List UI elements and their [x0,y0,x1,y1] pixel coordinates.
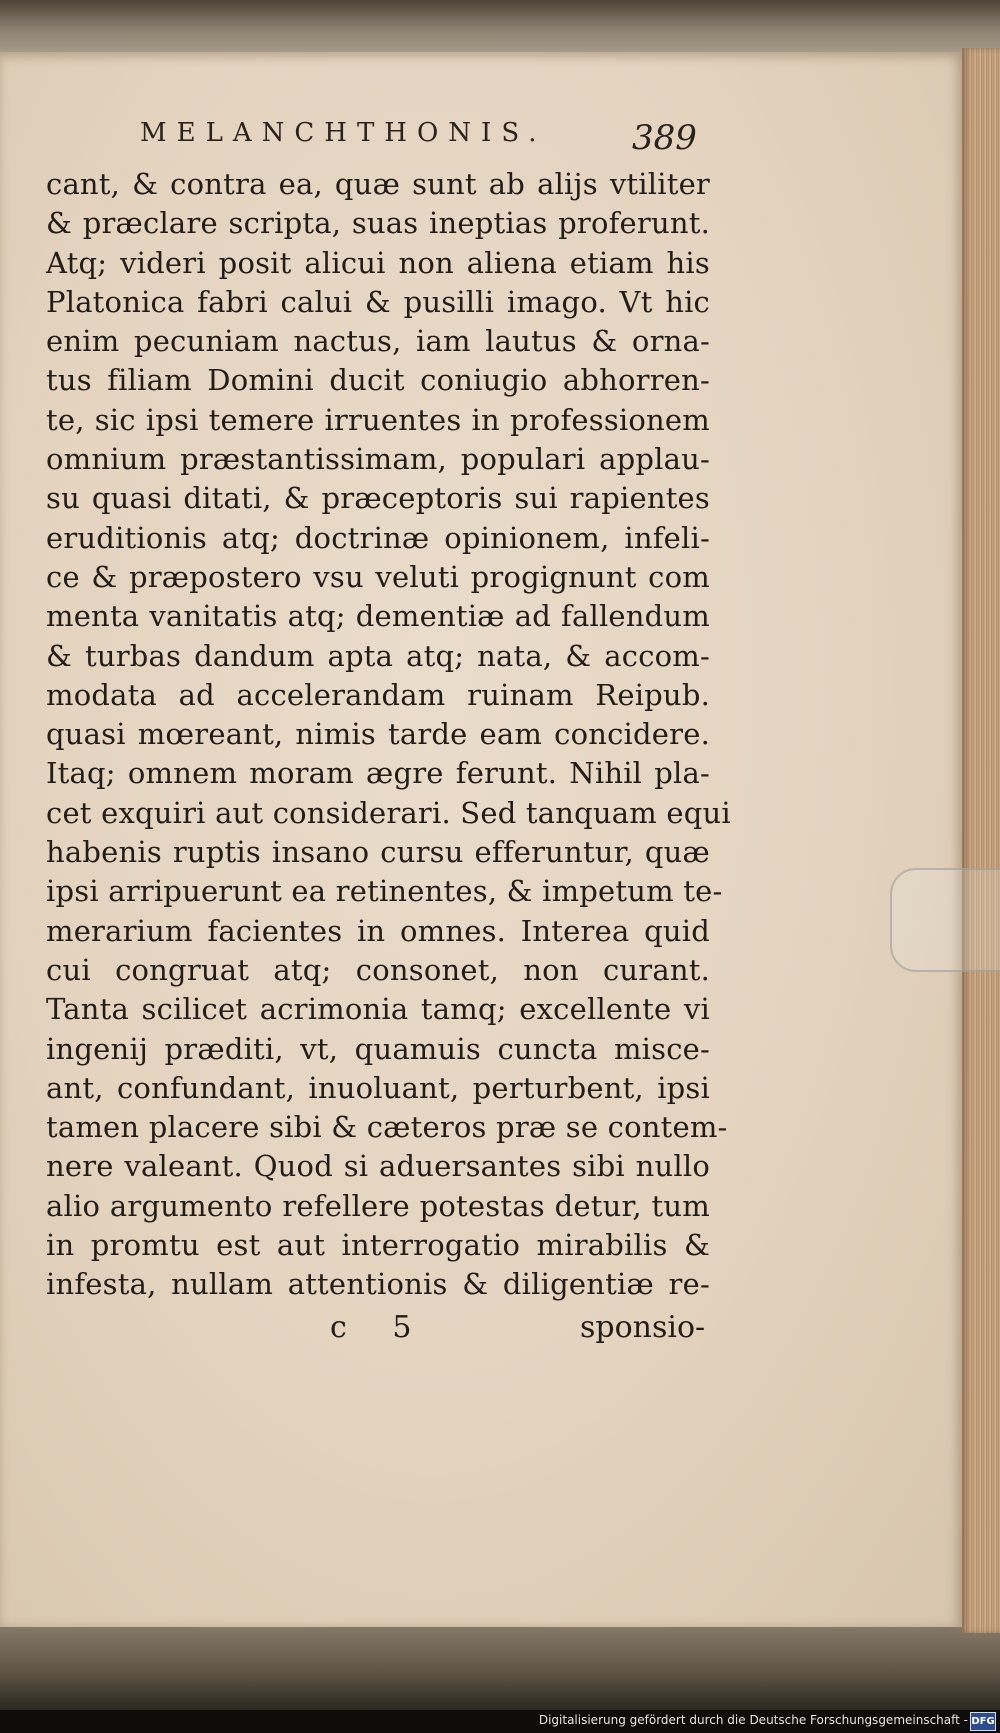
text-line: ce & præpostero vsu veluti progignunt com [46,559,710,594]
text-line: Tanta scilicet acrimonia tamq; excellente vi [46,992,710,1027]
page-edges [962,48,1000,1633]
text-line: omnium præstantissimam, populari applau- [46,442,710,477]
text-line: tus filiam Domini ducit coniugio abhorren- [46,363,710,398]
text-line: te, sic ipsi temere irruentes in professionem [46,402,710,437]
text-line: Itaq; omnem moram ægre ferunt. Nihil pla- [46,756,710,791]
text-line: Atq; videri posit alicui non aliena etiam his [46,245,710,280]
text-line: enim pecuniam nactus, iam lautus & orna- [46,324,710,359]
text-line: tamen placere sibi & cæteros præ se contem- [46,1110,728,1145]
page-number: 389 [632,118,697,158]
text-line: menta vanitatis atq; dementiæ ad fallendum [46,599,710,634]
text-line: ingenij præditi, vt, quamuis cuncta misce- [46,1031,710,1066]
text-line: alio argumento refellere potestas detur, tum [46,1188,710,1223]
book-binding-top [0,0,1000,52]
body-text [46,165,731,1305]
running-head: MELANCHTHONIS. [140,118,547,148]
digitization-credit: Digitalisierung gefördert durch die Deutsche Forschungsgemeinschaft - [538,1713,968,1727]
book-binding-bottom [0,1620,1000,1710]
text-line: eruditionis atq; doctrinæ opinionem, infeli- [46,520,710,555]
text-line: su quasi ditati, & præceptoris sui rapientes [46,481,710,516]
text-line: in promtu est aut interrogatio mirabilis & [46,1228,710,1263]
text-line: cant, & contra ea, quæ sunt ab alijs vtiliter [46,167,710,201]
text-line: habenis ruptis insano cursu efferuntur, quæ [46,835,710,870]
catchword: sponsio- [580,1310,706,1345]
text-line: quasi mœreant, nimis tarde eam concidere. [46,717,710,752]
text-line: infesta, nullam attentionis & diligentiæ re- [46,1267,710,1302]
text-line: Platonica fabri calui & pusilli imago. Vt hic [46,284,710,319]
text-line: ant, confundant, inuoluant, perturbent, ipsi [46,1070,710,1105]
text-line: & præclare scripta, suas ineptias proferunt. [46,206,710,241]
page-clip [890,868,1000,972]
text-line: nere valeant. Quod si aduersantes sibi nullo [46,1149,710,1184]
text-line: merarium facientes in omnes. Interea quid [46,913,710,948]
text-line: ipsi arripuerunt ea retinentes, & impetum te- [46,874,723,909]
signature-mark: c 5 [330,1310,430,1345]
text-line: modata ad accelerandam ruinam Reipub. [46,677,710,712]
text-line: & turbas dandum apta atq; nata, & accom- [46,638,710,673]
text-line: cet exquiri aut considerari. Sed tanquam equi [46,795,731,830]
dfg-logo: DFG [970,1712,996,1731]
text-line: cui congruat atq; consonet, non curant. [46,952,710,987]
